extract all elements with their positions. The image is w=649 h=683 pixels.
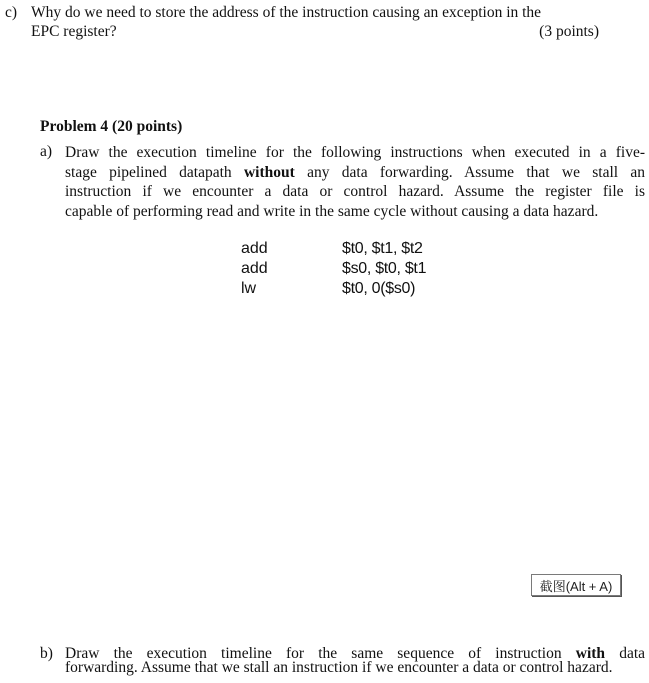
part-a-line-3: instruction if we encounter a data or control hazard. Assume the register file is <box>65 183 645 200</box>
part-a-line-2-post: any data forwarding. Assume that we stall an <box>307 163 646 181</box>
problem-title: Problem 4 (20 points) <box>40 118 183 135</box>
part-b-line-1-post: data <box>619 645 646 662</box>
code-op-1: add <box>241 240 268 257</box>
code-op-3: lw <box>241 280 257 297</box>
part-a-emphasis-without: without <box>243 163 295 181</box>
code-args-1: $t0, $t1, $t2 <box>342 240 423 257</box>
code-args-2: $s0, $t0, $t1 <box>342 260 427 277</box>
part-a-paragraph <box>65 143 645 221</box>
part-a-line-1: Draw the execution timeline for the following instructions when executed in a five- <box>65 144 645 161</box>
part-a-label: a) <box>40 143 53 160</box>
part-b-line-2: forwarding. Assume that we stall an instruction if we encounter a data or control hazard. <box>65 659 613 676</box>
part-a-line-2 <box>65 163 645 183</box>
question-c-points: (3 points) <box>539 23 599 40</box>
part-b-line-1-pre: Draw the execution timeline for the same sequence of instruction <box>65 645 562 662</box>
code-op-2: add <box>241 260 268 277</box>
question-c-line1: Why do we need to store the address of the instruction causing an exception in the <box>31 4 542 21</box>
question-c-label: c) <box>5 4 18 21</box>
code-args-3: $t0, 0($s0) <box>342 280 416 297</box>
screenshot-capture-button[interactable]: 截图(Alt + A) <box>531 574 621 596</box>
part-b-emphasis-with: with <box>575 645 606 662</box>
part-a-line-4: capable of performing read and write in the same cycle without causing a data hazard. <box>65 202 599 220</box>
question-c-line2: EPC register? <box>31 23 117 40</box>
part-b-line-2-clipped <box>65 659 645 676</box>
part-a-line-2-pre: stage pipelined datapath <box>65 163 232 181</box>
part-b-label: b) <box>40 645 53 662</box>
